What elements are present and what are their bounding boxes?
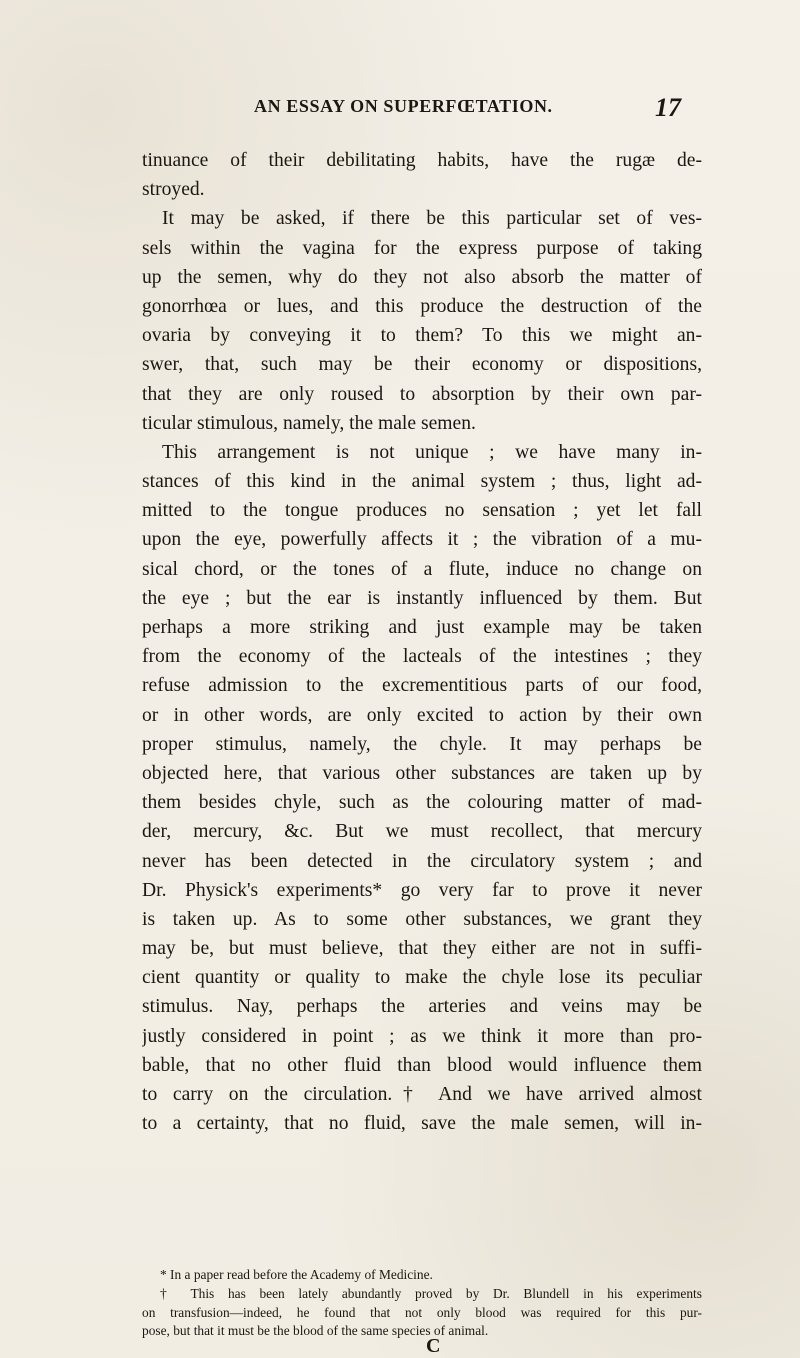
text-line: or in other words, are only excited to action by their own (142, 704, 702, 726)
text-line: that they are only roused to absorption by their own par- (142, 383, 702, 405)
text-line: Dr. Physick's experiments* go very far to prove it never (142, 879, 702, 901)
text-line: bable, that no other fluid than blood would influence them (142, 1054, 702, 1076)
footnote-line: † This has been lately abundantly proved by Dr. Blundell in his experiments (160, 1285, 702, 1301)
text-line: objected here, that various other substances are taken up by (142, 762, 702, 784)
text-line: sels within the vagina for the express purpose of taking (142, 237, 702, 259)
footnote-line: * In a paper read before the Academy of Medicine. (160, 1267, 433, 1282)
text-line: upon the eye, powerfully affects it ; the vibration of a mu- (142, 529, 702, 551)
text-line: up the semen, why do they not also absorb the matter of (142, 266, 702, 288)
text-line: justly considered in point ; as we think it more than pro- (142, 1025, 702, 1047)
footnote-line: pose, but that it must be the blood of the same species of animal. (142, 1323, 489, 1339)
footnote-line: on transfusion—indeed, he found that not only blood was required for this pur- (142, 1304, 702, 1320)
text-line: them besides chyle, such as the colouring matter of mad- (142, 792, 702, 814)
text-line: der, mercury, &c. But we must recollect, that mercury (142, 821, 702, 843)
text-line: refuse admission to the excrementitious parts of our food, (142, 675, 702, 697)
text-line: tinuance of their debilitating habits, have the rugæ de- (142, 150, 702, 171)
text-line: stimulus. Nay, perhaps the arteries and veins may be (142, 996, 702, 1018)
text-line: the eye ; but the ear is instantly influenced by them. But (142, 587, 702, 609)
text-line: perhaps a more striking and just example may be taken (142, 617, 702, 638)
text-line: mitted to the tongue produces no sensation ; yet let fall (142, 500, 702, 522)
text-line: from the economy of the lacteals of the intestines ; they (142, 646, 702, 668)
text-line: never has been detected in the circulatory system ; and (142, 850, 702, 872)
text-line: may be, but must believe, that they either are not in suffi- (142, 938, 702, 960)
signature-mark: C (426, 1335, 441, 1357)
running-title: AN ESSAY ON SUPERFŒTATION. (254, 96, 553, 116)
text-line: This arrangement is not unique ; we have many in- (162, 441, 702, 463)
text-line: swer, that, such may be their economy or dispositions, (142, 354, 702, 376)
main-text (142, 146, 702, 1138)
text-line: gonorrhœa or lues, and this produce the destruction of the (142, 295, 702, 317)
text-line: stroyed. (142, 179, 205, 201)
footnotes (142, 1266, 702, 1341)
page-header (0, 86, 800, 126)
text-line: to a certainty, that no fluid, save the male semen, will in- (142, 1113, 702, 1135)
text-line: It may be asked, if there be this particular set of ves- (162, 208, 702, 230)
text-line: ovaria by conveying it to them? To this we might an- (142, 325, 702, 347)
page-number: 17 (655, 93, 681, 122)
text-line: ticular stimulous, namely, the male semen. (142, 412, 476, 434)
text-line: proper stimulus, namely, the chyle. It may perhaps be (142, 733, 702, 755)
text-line: is taken up. As to some other substances, we grant they (142, 908, 702, 930)
text-line: to carry on the circulation.† And we have arrived almost (142, 1084, 702, 1105)
text-line: stances of this kind in the animal system ; thus, light ad- (142, 471, 702, 493)
text-line: sical chord, or the tones of a flute, induce no change on (142, 558, 702, 580)
text-line: cient quantity or quality to make the chyle lose its peculiar (142, 967, 702, 989)
